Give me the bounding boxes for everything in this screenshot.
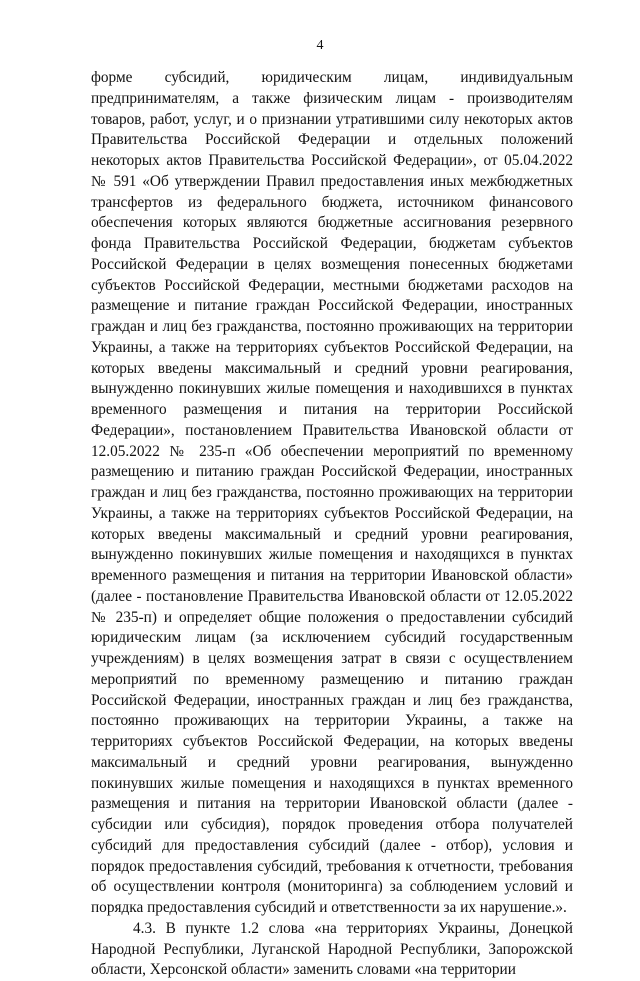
paragraph-continuation: форме субсидий, юридическим лицам, индивидуальным предпринимателям, а также физическим лицам - производителям товаров, работ, услуг, и о признании утратившими силу некоторых актов Правительства Российской Федерации и отдельных положений некоторых актов Правительства Российской Федерации», от 05.04.2022 № 591 «Об утверждении Правил предоставления иных межбюджетных трансфертов из федерального бюджета, источником финансового обеспечения которых являются бюджетные ассигнования резервного фонда Правительства Российской Федерации, бюджетам субъектов Российской Федерации в целях возмещения понесенных бюджетами субъектов Российской Федерации, местными бюджетами расходов на размещение и питание граждан Российской Федерации, иностранных граждан и лиц без гражданства, постоянно проживающих на территории Украины, а также на территориях субъектов Российской Федерации, на которых введены максимальный и средний уровни реагирования, вынужденно покинувших жилые помещения и находившихся в пунктах временного размещения и питания на территории Российской Федерации», постановлением Правительства Ивановской области от 12.05.2022 № 235-п «Об обеспечении мероприятий по временному размещению и питанию граждан Российской Федерации, иностранных граждан и лиц без гражданства, постоянно проживающих на территории Украины, а также на территориях субъектов Российской Федерации, на которых введены максимальный и средний уровни реагирования, вынужденно покинувших жилые помещения и находящихся в пунктах временного размещения и питания на территории Ивановской области» (далее - постановление Правительства Ивановской области от 12.05.2022 № 235-п) и определяет общие положения о предоставлении субсидий юридическим лицам (за исключением субсидий государственным учреждениям) в целях возмещения затрат в связи с осуществлением мероприятий по временному размещению и питанию граждан Российской Федерации, иностранных граждан и лиц без гражданства, постоянно проживающих на территории Украины, а также на территориях субъектов Российской Федерации, на которых введены максимальный и средний уровни реагирования, вынужденно покинувших жилые помещения и находящихся в пунктах временного размещения и питания на территории Ивановской области (далее - субсидии или субсидия), порядок проведения отбора получателей субсидий для предоставления субсидий (далее - отбор), условия и порядок предоставления субсидий, требования к отчетности, требования об осуществлении контроля (мониторинга) за соблюдением условий и порядка предоставления субсидий и ответственности за их нарушение.».	[91, 69, 573, 916]
document-body	[91, 68, 573, 981]
paragraph-item-4-3: 4.3. В пункте 1.2 слова «на территориях Украины, Донецкой Народной Республики, Луганской Народной Республики, Запорожской области, Херсонской области» заменить словами «на территории	[91, 919, 573, 979]
page-number: 4	[316, 38, 324, 53]
